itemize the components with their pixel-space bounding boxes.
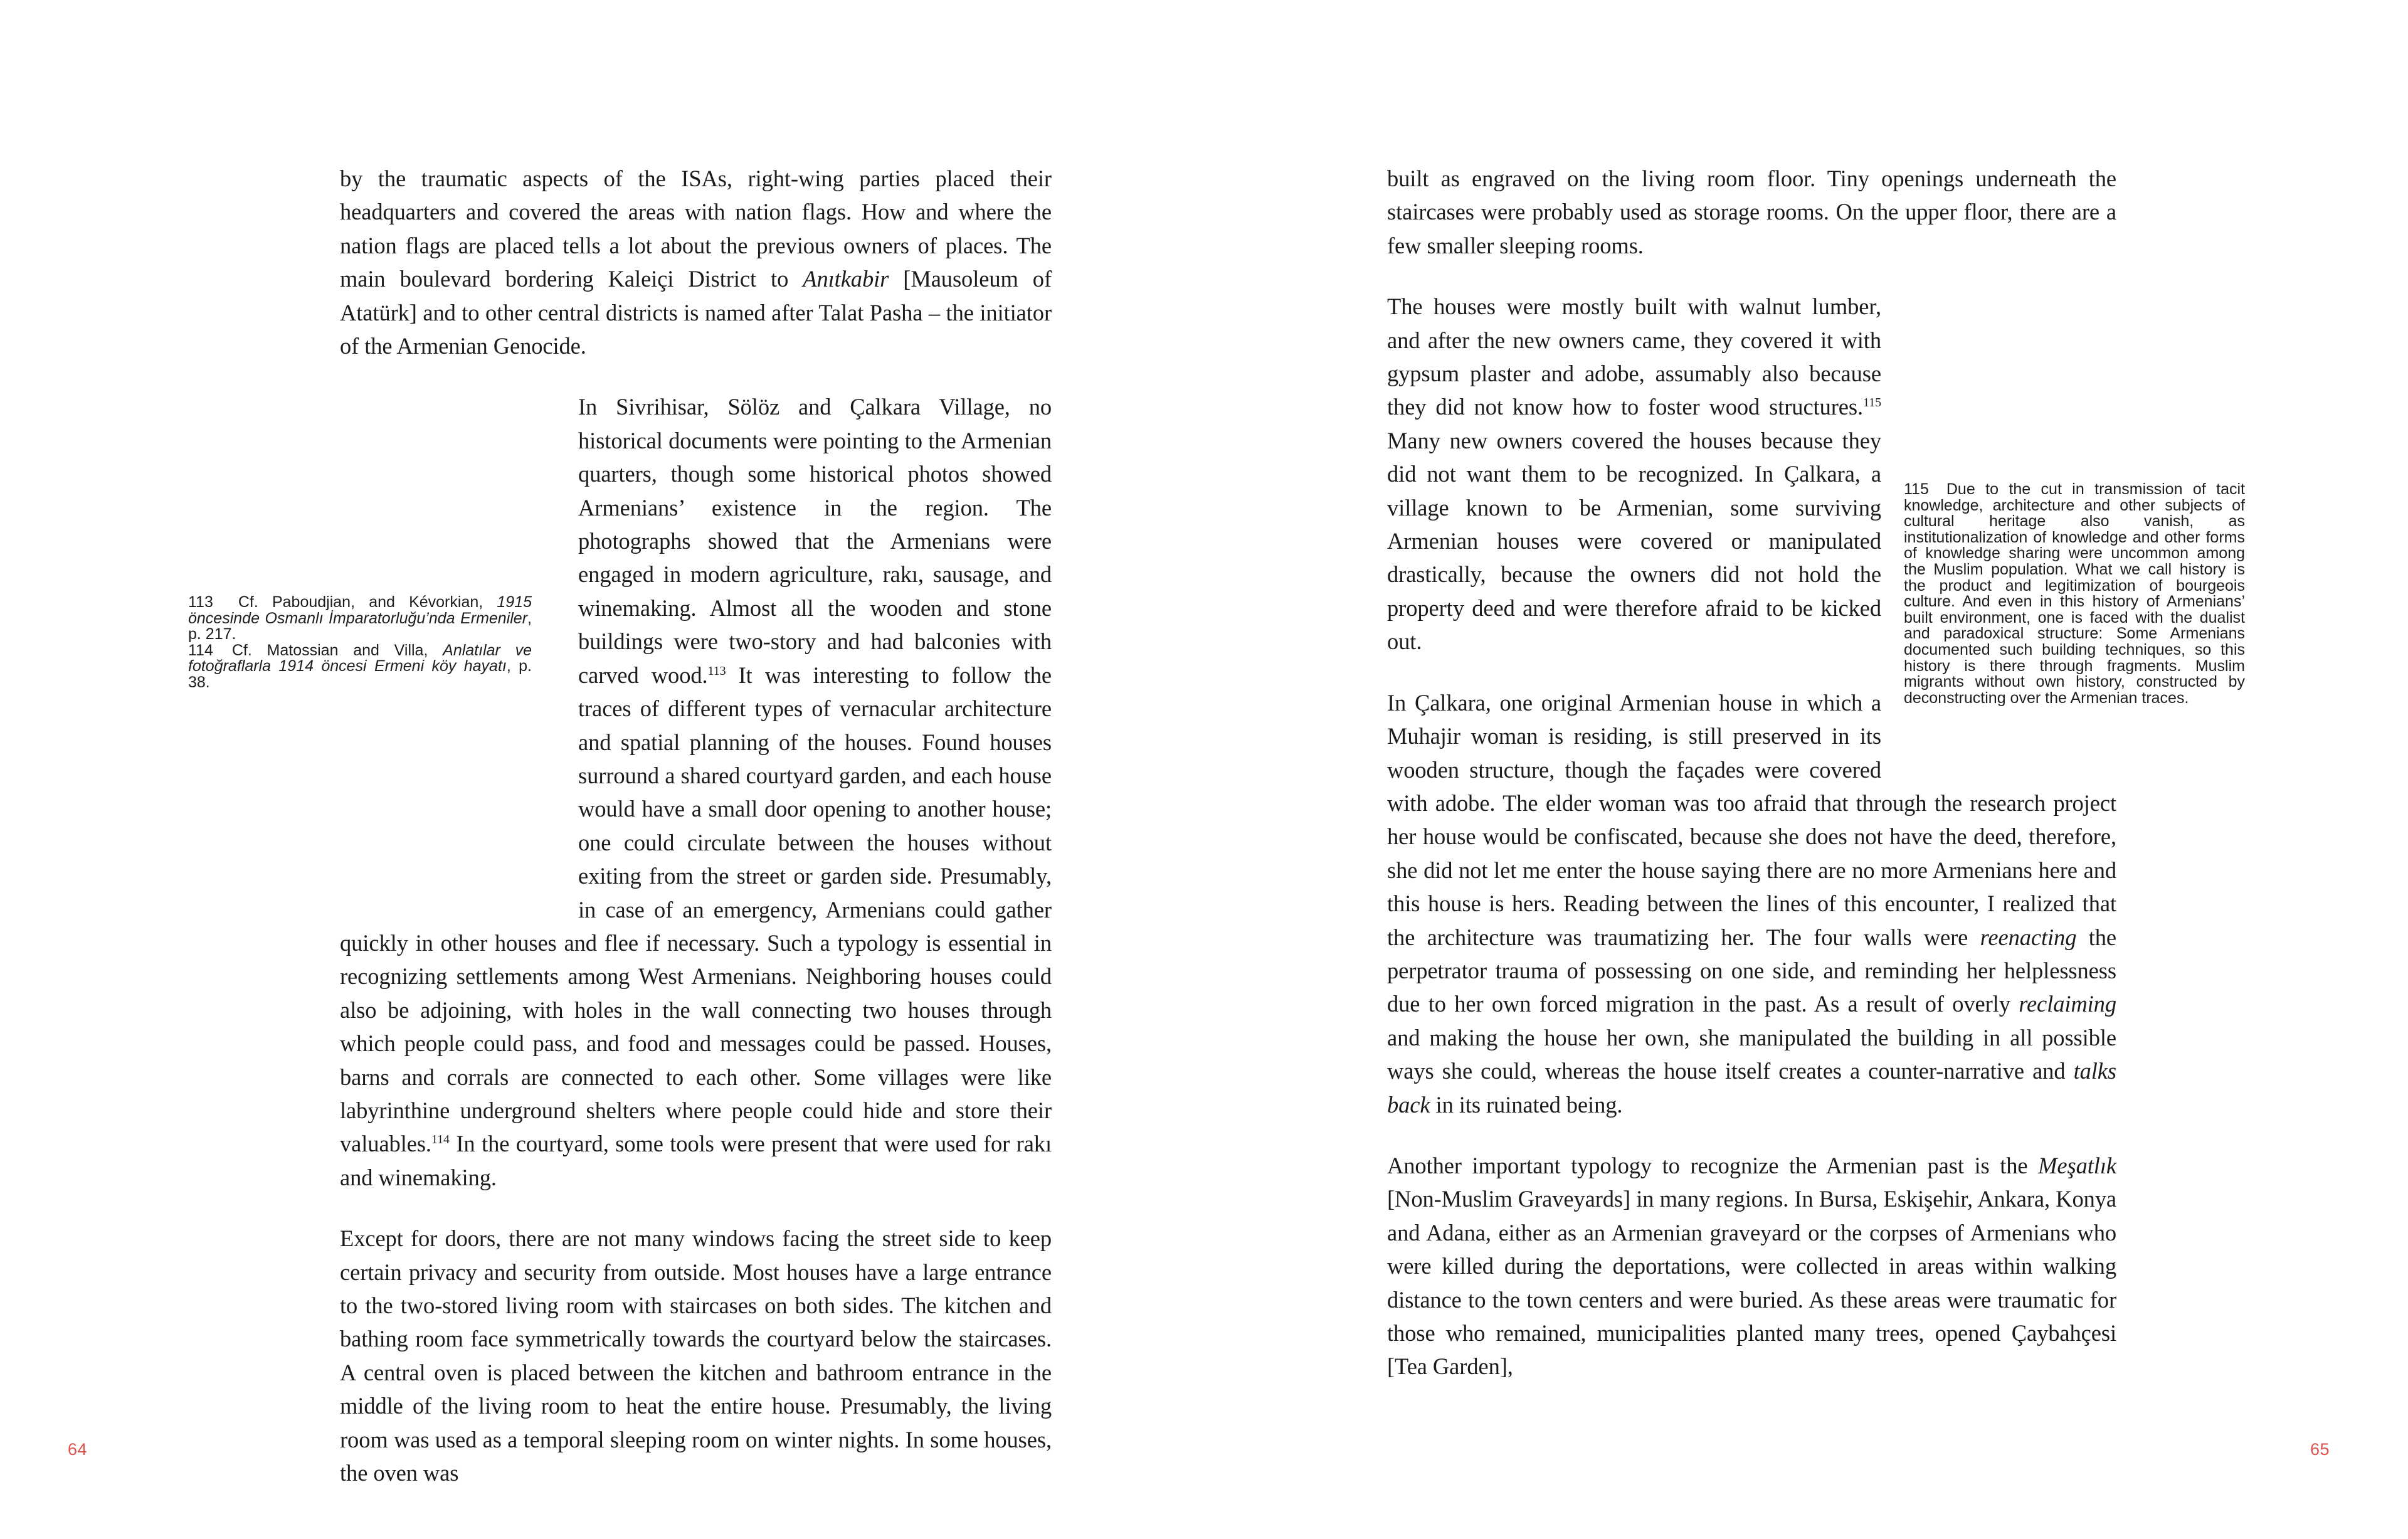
- footnote-number: 115: [1904, 480, 1929, 498]
- text-run: The houses were mostly built with walnut lumber, and after the new owners came, they covered it with gypsum plaster and adobe, assumably also because they did not know how to foster wood structures.: [1387, 294, 1881, 420]
- text-run: In the courtyard, some tools were present that were used for rakı and winemaking.: [340, 1131, 1052, 1190]
- italic-text: Meşatlık: [2038, 1152, 2116, 1178]
- text-run: Due to the cut in transmission of tacit knowledge, architecture and other subjects of cultural heritage also vanish, as institutionalization of knowledge and other forms of knowledge sharing were uncommon among the Muslim population. What we call history is the product and legitimization of bourgeois culture. And even in this history of Armenians’ built environment, one is faced with the dualist and paradoxical structure: Some Armenians documented such building techniques, so this history is there through fragments. Muslim migrants without own history, constructed by deconstructing over the Armenian traces.: [1904, 480, 2245, 707]
- right-footnotes: [1904, 482, 2245, 706]
- text-run: , p. 38.: [188, 657, 532, 691]
- right-page: [1204, 0, 2408, 1539]
- footnote-114: [188, 643, 532, 691]
- italic-text: talks back: [1387, 1058, 2116, 1118]
- text-run: built as engraved on the living room floor. Tiny openings underneath the staircases were probably used as storage rooms. On the upper floor, there are a few smaller sleeping rooms.: [1387, 166, 2116, 258]
- text-run: In Sivrihisar, Sölöz and Çalkara Village, no historical documents were pointing to the Armenian quarters, though some historical photos showed Armenians’ existence in the region. The photographs showed that the Armenians were engaged in modern agriculture, rakı, sausage, and winemaking. Almost all the wooden and stone buildings were two-story and had balconies with carved wood.: [578, 394, 1052, 688]
- footnote-115: [1904, 482, 2245, 706]
- page-number-left: 64: [68, 1440, 88, 1459]
- text-run: by the traumatic aspects of the ISAs, right-wing parties placed their headquarters and covered the areas with nation flags. How and where the nation flags are placed tells a lot about the previous owners of places. The main boulevard bordering Kaleiçi District to: [340, 166, 1052, 292]
- page-number-right: 65: [2310, 1440, 2330, 1459]
- footnote-reference: 115: [1863, 396, 1881, 410]
- left-paragraph-1: [340, 162, 1052, 362]
- text-run: Except for doors, there are not many windows facing the street side to keep certain privacy and security from outside. Most houses have a large entrance to the two-stored living room with staircases on both sides. The kitchen and bathing room face symmetrically towards the courtyard below the staircases. A central oven is placed between the kitchen and bathroom entrance in the middle of the living room to heat the entire house. Presumably, the living room was used as a temporal sleeping room on winter nights. In some houses, the oven was: [340, 1225, 1052, 1486]
- italic-text: reclaiming: [2019, 991, 2116, 1017]
- right-body-text: [1387, 162, 2116, 1383]
- text-run: and making the house her own, she manipulated the building in all possible ways she could, whereas the house itself creates a counter-narrative and: [1387, 1024, 2116, 1084]
- left-paragraph-3: [340, 1222, 1052, 1489]
- footnote-reference: 113: [707, 664, 726, 678]
- text-run: Cf. Matossian and Villa,: [231, 641, 443, 659]
- footnote-reference: 114: [431, 1133, 450, 1147]
- text-run: It was interesting to follow the traces of different types of vernacular architecture and spatial planning of the houses. Found houses surround a shared courtyard garden, and each house would have a small door opening to another house; one could circulate between the houses without exiting from the street or garden side. Presumably, in case of an emergency, Armenians could gather quickly in other houses and flee if necessary. Such a typology is essential in recognizing settlements among West Armenians. Neighboring houses could also be adjoining, with holes in the wall connecting two houses through which people could pass, and food and messages could be passed. Houses, barns and corrals are connected to each other. Some villages were like labyrinthine underground shelters where people could hide and store their valuables.: [340, 662, 1052, 1157]
- italic-text: Anlatılar ve fotoğraflarla 1914 öncesi Ermeni köy hayatı: [188, 641, 532, 675]
- text-run: in its ruinated being.: [1430, 1091, 1623, 1118]
- text-run: Another important typology to recognize the Armenian past is the: [1387, 1152, 2039, 1178]
- text-run: , p. 217.: [188, 609, 532, 643]
- left-footnotes: [188, 595, 532, 691]
- right-paragraph-4: [1387, 1149, 2116, 1383]
- text-run: Many new owners covered the houses because they did not want them to be recognized. In Çalkara, a village known to be Armenian, some surviving Armenian houses were covered or manipulated drastically, because the owners did not hold the property deed and were therefore afraid to be kicked out.: [1387, 427, 1881, 655]
- italic-text: Anıtkabir: [803, 266, 889, 292]
- footnote-gutter: [340, 791, 578, 926]
- italic-text: reenacting: [1980, 924, 2077, 950]
- text-run: [Mausoleum of Atatürk] and to other central districts is named after Talat Pasha – the initiator of the Armenian Genocide.: [340, 266, 1052, 359]
- left-body-text: [340, 162, 1052, 1489]
- text-run: the perpetrator trauma of possessing on one side, and reminding her helplessness due to her own forced migration in the past. As a result of overly: [1387, 924, 2116, 1017]
- footnote-113: [188, 595, 532, 643]
- footnote-number: 114: [188, 641, 213, 659]
- italic-text: 1915 öncesinde Osmanlı İmparatorluğu’nda Ermeniler: [188, 593, 532, 627]
- footnote-number: 113: [188, 593, 213, 611]
- left-paragraph-2: [340, 390, 1052, 1194]
- text-run: [Non-Muslim Graveyards] in many regions. In Bursa, Eskişehir, Ankara, Konya and Adana, either as an Armenian graveyard or the corpses of Armenians who were killed during the deportations, were collected in areas within walking distance to the town centers and were buried. As these areas were traumatic for those who remained, municipalities planted many trees, opened Çaybahçesi [Tea Garden],: [1387, 1186, 2116, 1380]
- right-paragraph-1: [1387, 162, 2116, 262]
- text-run: Cf. Paboudjian, and Kévorkian,: [238, 593, 497, 611]
- text-run: In Çalkara, one original Armenian house in which a Muhajir woman is residing, is still preserved in its wooden structure, though the façades were covered with adobe. The elder woman was too afraid that through the research project her house would be confiscated, because she does not have the deed, therefore, she did not let me enter the house saying there are no more Armenians here and this house is hers. Reading between the lines of this encounter, I realized that the architecture was traumatizing her. The four walls were: [1387, 689, 2116, 950]
